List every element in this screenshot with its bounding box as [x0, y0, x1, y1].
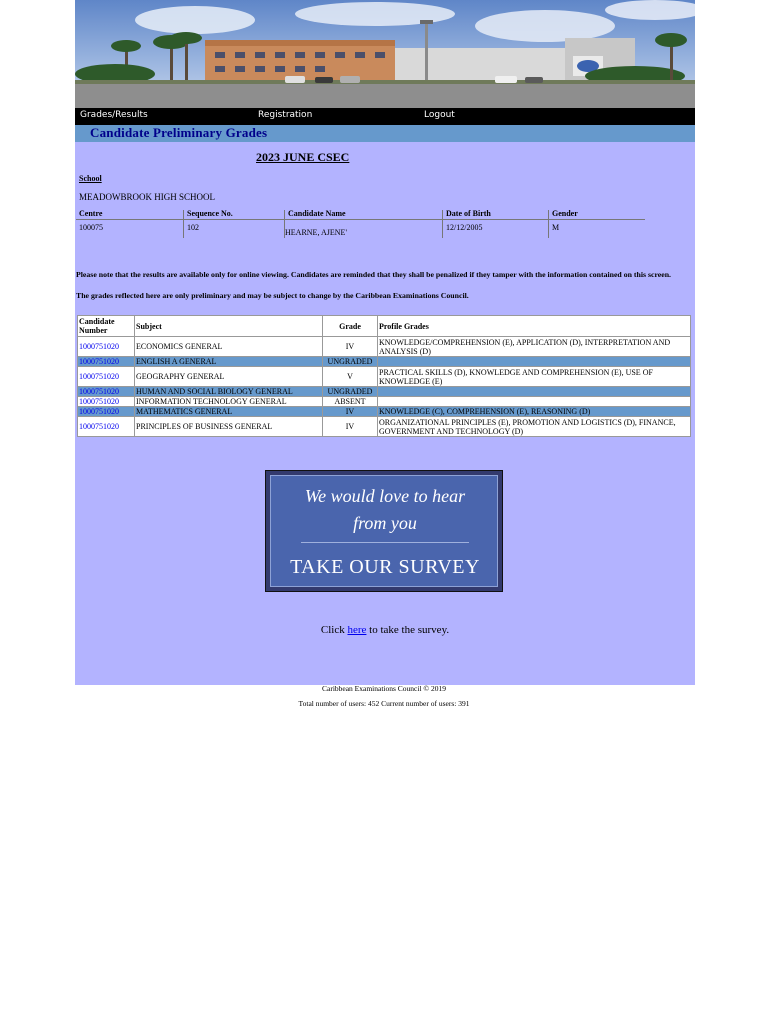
profile-grades-cell: KNOWLEDGE/COMPREHENSION (E), APPLICATION (D), INTERPRETATION AND ANALYSIS (D) — [378, 337, 691, 357]
table-row — [78, 337, 691, 357]
sequence-value: 102 — [187, 223, 199, 232]
subject-cell: ECONOMICS GENERAL — [135, 337, 323, 357]
footer-copyright: Caribbean Examinations Council © 2019 — [321, 684, 446, 693]
title-bar — [75, 125, 695, 142]
survey-here-link[interactable]: here — [347, 624, 367, 636]
table-row — [78, 387, 691, 397]
survey-banner[interactable] — [265, 470, 503, 592]
grades-table — [77, 315, 691, 437]
click-prefix: Click — [320, 624, 348, 636]
grades-header-row — [78, 316, 691, 337]
profile-grades-cell: PRACTICAL SKILLS (D), KNOWLEDGE AND COMPREHENSION (E), USE OF KNOWLEDGE (E) — [378, 367, 691, 387]
candidate-number-link[interactable]: 1000751020 — [79, 387, 119, 396]
page-container — [75, 0, 695, 685]
subject-cell: HUMAN AND SOCIAL BIOLOGY GENERAL — [135, 387, 323, 397]
candidate-name-value: HEARNE, AJENE' — [285, 228, 347, 237]
table-row — [78, 357, 691, 367]
profile-grades-header: Profile Grades — [378, 316, 691, 337]
profile-grades-cell — [378, 387, 691, 397]
table-row — [78, 417, 691, 437]
main-nav — [75, 108, 695, 125]
subject-cell: PRINCIPLES OF BUSINESS GENERAL — [135, 417, 323, 437]
table-row — [78, 367, 691, 387]
school-label: School — [79, 174, 102, 183]
viewing-notice: Please note that the results are available only for online viewing. Candidates are reminded that they shall be penalized if they tamper with the information contained on this screen. — [76, 270, 672, 279]
survey-cta: TAKE OUR SURVEY — [290, 556, 480, 578]
candidate-number-link[interactable]: 1000751020 — [79, 372, 119, 381]
school-name: MEADOWBROOK HIGH SCHOOL — [79, 192, 215, 202]
subject-cell: MATHEMATICS GENERAL — [135, 407, 323, 417]
exam-title: 2023 JUNE CSEC — [256, 150, 350, 164]
grade-cell: IV — [323, 337, 378, 357]
candidate-number-link[interactable]: 1000751020 — [79, 407, 119, 416]
survey-line-1: We would love to hear — [304, 486, 466, 506]
gender-header: Gender — [549, 209, 645, 220]
nav-registration[interactable]: Registration — [258, 110, 313, 120]
page-title: Candidate Preliminary Grades — [90, 125, 268, 140]
profile-grades-cell — [378, 357, 691, 367]
nav-grades-results[interactable]: Grades/Results — [80, 110, 148, 120]
survey-divider — [301, 542, 469, 543]
preliminary-notice: The grades reflected here are only preliminary and may be subject to change by the Caribbean Examinations Council. — [76, 291, 469, 300]
table-row — [78, 407, 691, 417]
footer-user-count: Total number of users: 452 Current number of users: 391 — [298, 699, 470, 708]
subject-header: Subject — [135, 316, 323, 337]
profile-grades-cell: ORGANIZATIONAL PRINCIPLES (E), PROMOTION AND LOGISTICS (D), FINANCE, GOVERNMENT AND TECHNOLOGY (D) — [378, 417, 691, 437]
centre-value: 100075 — [79, 223, 103, 232]
candidate-name-header: Candidate Name — [285, 209, 442, 220]
banner-image — [75, 0, 695, 108]
click-suffix: to take the survey. — [366, 624, 450, 636]
grade-cell: UNGRADED — [323, 357, 378, 367]
grade-cell: ABSENT — [323, 397, 378, 407]
subject-cell: INFORMATION TECHNOLOGY GENERAL — [135, 397, 323, 407]
candidate-number-link[interactable]: 1000751020 — [79, 357, 119, 366]
survey-line-2: from you — [353, 513, 417, 533]
grade-cell: V — [323, 367, 378, 387]
table-row — [78, 397, 691, 407]
gender-value: M — [552, 223, 560, 232]
grade-cell: UNGRADED — [323, 387, 378, 397]
candidate-number-link[interactable]: 1000751020 — [79, 422, 119, 431]
nav-logout[interactable]: Logout — [424, 110, 455, 120]
candidate-number-header: Candidate Number — [78, 316, 135, 337]
dob-header: Date of Birth — [443, 209, 548, 220]
header-banner-photo — [75, 0, 695, 108]
profile-grades-cell: KNOWLEDGE (C), COMPREHENSION (E), REASONING (D) — [378, 407, 691, 417]
candidate-number-link[interactable]: 1000751020 — [79, 342, 119, 351]
centre-header: Centre — [76, 209, 183, 220]
candidate-number-link[interactable]: 1000751020 — [79, 397, 119, 406]
grade-header: Grade — [323, 316, 378, 337]
survey-banner-inner — [270, 475, 498, 587]
survey-click-line — [75, 624, 695, 636]
subject-cell: ENGLISH A GENERAL — [135, 357, 323, 367]
grade-cell: IV — [323, 417, 378, 437]
profile-grades-cell — [378, 397, 691, 407]
dob-value: 12/12/2005 — [446, 223, 483, 232]
sequence-header: Sequence No. — [184, 209, 284, 220]
subject-cell: GEOGRAPHY GENERAL — [135, 367, 323, 387]
grade-cell: IV — [323, 407, 378, 417]
